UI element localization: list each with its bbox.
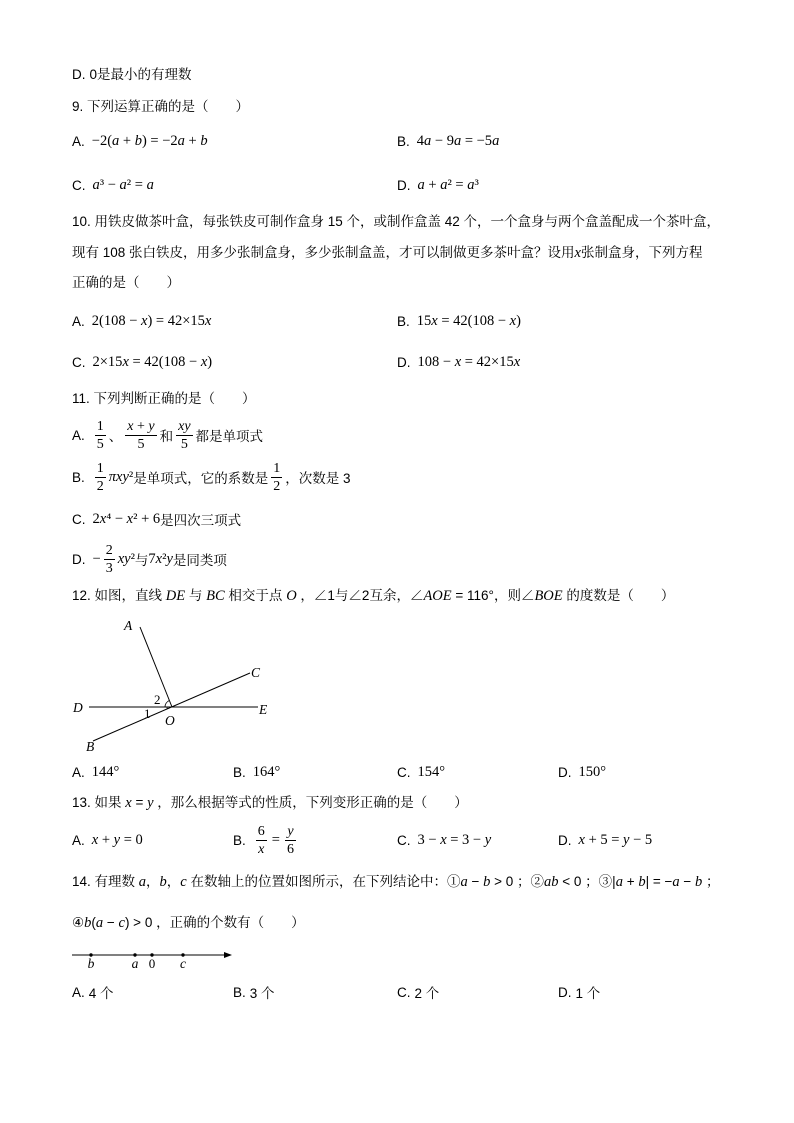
option-text: 是同类项 bbox=[172, 553, 227, 568]
fraction-numerator bbox=[285, 824, 295, 841]
math-variable: O bbox=[286, 588, 297, 604]
q14-stem-line-1: 14. 有理数 a，b，c 在数轴上的位置如图所示，在下列结论中：①a − b > 0 ；②ab < 0 ；③|a + b| = −a − b ； bbox=[72, 874, 720, 890]
math-variable: b bbox=[483, 874, 491, 890]
option-label: C. bbox=[397, 832, 411, 848]
q9-stem: 9. 下列运算正确的是（ ） bbox=[72, 99, 250, 114]
q11-option-a bbox=[72, 417, 263, 453]
math-variable: xy bbox=[178, 418, 191, 434]
fraction-denominator: 6 bbox=[286, 841, 294, 857]
q11-stem: 11. 下列判断正确的是（ ） bbox=[72, 391, 256, 406]
option-label: B. bbox=[233, 984, 246, 1000]
math-variable: a bbox=[146, 176, 154, 193]
q12-option-c bbox=[397, 754, 445, 790]
option-expression: 2x⁴ − x² + 6 bbox=[92, 510, 161, 527]
option-label: C. bbox=[72, 511, 86, 527]
math-variable: a bbox=[453, 132, 462, 149]
fraction-denominator: 5 bbox=[180, 436, 188, 452]
fraction bbox=[125, 419, 156, 452]
math-variable: b bbox=[134, 132, 142, 149]
option-value: 164° bbox=[252, 763, 281, 780]
math-variable: y bbox=[623, 831, 630, 848]
math-variable: x bbox=[258, 841, 265, 857]
q8-option-d bbox=[72, 65, 192, 85]
fraction-numerator: 6 bbox=[257, 823, 265, 839]
minus-sign: − bbox=[92, 550, 101, 567]
math-variable: x bbox=[513, 353, 521, 370]
math-variable: a bbox=[92, 176, 100, 193]
math-variable: x bbox=[126, 510, 134, 527]
math-variable: x bbox=[440, 831, 447, 848]
option-label: B. bbox=[397, 313, 410, 329]
math-variable: a bbox=[460, 874, 468, 890]
option-label: A. bbox=[72, 984, 85, 1000]
point-label-a: A bbox=[124, 618, 133, 633]
q12-stem: 12. 如图，直线 DE 与 BC 相交于点 O ，∠1与∠2互余，∠AOE = 116°，则∠BOE 的度数是（ ） bbox=[72, 588, 675, 604]
q14-option-c bbox=[397, 974, 439, 1010]
fraction bbox=[176, 419, 192, 452]
option-label: A. bbox=[72, 313, 85, 329]
option-text: 是四次三项式 bbox=[160, 513, 242, 528]
option-label: B. bbox=[233, 832, 246, 848]
option-label: D. bbox=[397, 177, 411, 193]
option-expression: 2×15x = 42(108 − x) bbox=[92, 353, 213, 370]
q14-option-a bbox=[72, 974, 114, 1010]
fraction-numerator: x + y bbox=[127, 418, 155, 434]
q13-option-c bbox=[397, 822, 491, 858]
q13-option-d bbox=[558, 822, 652, 858]
q10-stem-line-3: 正确的是（ ） bbox=[72, 275, 180, 290]
option-label: D. bbox=[558, 832, 572, 848]
option-expression: 3 − x = 3 − y bbox=[417, 831, 492, 848]
fraction-numerator: 2 bbox=[105, 542, 113, 558]
q14-stem-line-2: ④b(a − c) > 0 ，正确的个数有（ ） bbox=[72, 915, 305, 931]
math-variable: a bbox=[672, 874, 680, 890]
option-text: ，次数是 3 bbox=[285, 471, 351, 486]
fraction bbox=[95, 419, 106, 452]
math-variable: y bbox=[166, 550, 173, 567]
math-variable: x bbox=[141, 312, 148, 329]
option-label: B. bbox=[72, 469, 85, 485]
math-variable: πxy bbox=[108, 468, 129, 485]
fraction-denominator: 2 bbox=[96, 478, 104, 494]
math-variable: DE bbox=[165, 588, 186, 604]
math-variable: x bbox=[122, 353, 129, 370]
option-expression: 2(108 − x) = 42×15x bbox=[91, 312, 212, 329]
math-variable: a bbox=[615, 874, 623, 890]
option-expression: 108 − x = 42×15x bbox=[417, 353, 521, 370]
q10-option-d bbox=[397, 344, 520, 380]
point-label-d: D bbox=[73, 700, 83, 715]
point-label-c: C bbox=[251, 665, 261, 680]
fraction bbox=[95, 461, 106, 494]
fraction-numerator bbox=[176, 419, 192, 436]
math-variable: x bbox=[200, 353, 208, 370]
math-variable: a bbox=[467, 176, 475, 193]
fraction-denominator: 3 bbox=[105, 560, 113, 576]
q13-option-b bbox=[233, 822, 299, 858]
option-value: 2 个 bbox=[414, 986, 440, 1001]
math-variable: x bbox=[574, 245, 581, 261]
fraction-denominator bbox=[256, 841, 266, 857]
option-label: C. bbox=[72, 177, 86, 193]
math-variable: x bbox=[155, 550, 163, 567]
option-label: D. bbox=[558, 984, 572, 1000]
math-variable: b bbox=[159, 874, 167, 890]
math-variable: b bbox=[84, 915, 92, 931]
math-variable: x bbox=[454, 353, 462, 370]
option-label: A. bbox=[72, 832, 85, 848]
q13-stem: 13. 如果 x = y ，那么根据等式的性质，下列变形正确的是（ ） bbox=[72, 795, 468, 811]
option-text: 与 bbox=[134, 553, 149, 568]
fraction bbox=[271, 461, 282, 494]
math-variable: c bbox=[180, 874, 187, 890]
option-expression: a³ − a² = a bbox=[92, 176, 154, 193]
point-label-e: E bbox=[259, 702, 268, 717]
math-variable: x bbox=[99, 510, 107, 527]
origin-label: 0 bbox=[148, 956, 156, 971]
fraction-denominator: 2 bbox=[273, 478, 281, 494]
q12-option-d bbox=[558, 754, 606, 790]
option-label: D. bbox=[72, 551, 86, 567]
conjunction: 和 bbox=[159, 429, 174, 444]
q10-option-c bbox=[72, 344, 212, 380]
option-label: A. bbox=[72, 133, 85, 149]
point-label-b: b bbox=[87, 956, 95, 971]
math-variable: x bbox=[578, 831, 585, 848]
q10-option-a bbox=[72, 303, 211, 339]
option-label: C. bbox=[397, 764, 411, 780]
math-variable: b bbox=[695, 874, 703, 890]
fraction-numerator: 1 bbox=[96, 418, 104, 434]
math-variable: a bbox=[492, 132, 500, 149]
q11-option-d bbox=[72, 541, 227, 577]
option-expression: −2(a + b) = −2a + b bbox=[91, 132, 208, 149]
equals-sign: = bbox=[271, 831, 280, 848]
option-expression: x + y = 0 bbox=[91, 831, 143, 848]
math-variable: y bbox=[287, 823, 294, 839]
option-expression: 7x²y bbox=[148, 550, 173, 567]
fraction-denominator: 5 bbox=[137, 436, 145, 452]
math-variable: x bbox=[431, 312, 438, 329]
math-variable: a bbox=[138, 874, 147, 890]
option-expression: a + a² = a³ bbox=[417, 176, 479, 193]
math-variable: a bbox=[417, 176, 425, 193]
math-variable: a bbox=[440, 176, 448, 193]
angle-1-label: 1 bbox=[144, 706, 151, 721]
option-value: 1 个 bbox=[575, 986, 601, 1001]
math-variable: b bbox=[638, 874, 646, 890]
q11-option-c bbox=[72, 501, 241, 537]
math-variable: c bbox=[118, 915, 125, 931]
option-value: 4 个 bbox=[88, 986, 114, 1001]
q9-option-a bbox=[72, 123, 208, 159]
option-text: 是单项式，它的系数是 bbox=[133, 471, 269, 486]
option-label: A. bbox=[72, 427, 85, 443]
angle-2-label: 2 bbox=[154, 692, 161, 707]
q11-option-b bbox=[72, 459, 351, 495]
math-variable: a bbox=[112, 132, 120, 149]
math-variable: y bbox=[113, 831, 121, 848]
q14-number-line bbox=[65, 940, 240, 975]
point-label-a: a bbox=[131, 956, 139, 971]
option-value: 144° bbox=[91, 763, 120, 780]
q10-stem-line-1: 10. 用铁皮做茶叶盒，每张铁皮可制作盒身 15 个，或制作盒盖 42 个，一个盒身与两个盒盖配成一个茶叶盒， bbox=[72, 214, 721, 229]
math-variable: AOE bbox=[423, 588, 452, 604]
q13-option-a bbox=[72, 822, 143, 858]
q9-option-d bbox=[397, 167, 479, 203]
math-variable: xy bbox=[117, 550, 131, 567]
math-variable: y bbox=[147, 795, 154, 811]
math-variable: BC bbox=[206, 588, 225, 604]
option-expression: xy² bbox=[117, 550, 135, 567]
math-variable: a bbox=[95, 915, 104, 931]
fraction bbox=[285, 824, 296, 857]
fraction-numerator: 1 bbox=[273, 460, 281, 476]
point-label-c: c bbox=[180, 956, 186, 971]
math-variable: x bbox=[509, 312, 517, 329]
math-variable: ab bbox=[544, 874, 559, 890]
fraction-numerator: 1 bbox=[96, 460, 104, 476]
math-variable: x bbox=[204, 312, 212, 329]
option-expression: x + 5 = y − 5 bbox=[578, 831, 653, 848]
math-variable: x bbox=[91, 831, 99, 848]
q9-option-b bbox=[397, 123, 499, 159]
arrow-right-icon bbox=[224, 952, 232, 958]
fraction bbox=[104, 543, 115, 576]
q14-option-b bbox=[233, 974, 275, 1010]
math-variable: a bbox=[119, 176, 127, 193]
option-label: D. bbox=[72, 67, 86, 82]
fraction bbox=[256, 824, 267, 857]
fraction-denominator: 5 bbox=[96, 436, 104, 452]
option-label: C. bbox=[72, 354, 86, 370]
option-value: 154° bbox=[417, 763, 446, 780]
separator: 、 bbox=[108, 429, 123, 444]
option-label: B. bbox=[397, 133, 410, 149]
angle-2-arc bbox=[165, 701, 169, 708]
option-label: B. bbox=[233, 764, 246, 780]
option-value: 3 个 bbox=[249, 986, 275, 1001]
q10-stem-line-2: 现有 108 张白铁皮，用多少张制盒身，多少张制盒盖，才可以制做更多茶叶盒？设用x张制盒身，下列方程 bbox=[72, 245, 703, 261]
option-text: 0是最小的有理数 bbox=[89, 67, 192, 82]
option-label: C. bbox=[397, 984, 411, 1000]
option-label: D. bbox=[397, 354, 411, 370]
option-value: 150° bbox=[578, 763, 607, 780]
point-label-o: O bbox=[165, 713, 175, 728]
point-label-b: B bbox=[86, 739, 95, 754]
math-variable: x bbox=[127, 418, 134, 434]
option-label: A. bbox=[72, 764, 85, 780]
math-variable: y bbox=[484, 831, 492, 848]
option-expression: 15x = 42(108 − x) bbox=[416, 312, 521, 329]
q12-option-a bbox=[72, 754, 119, 790]
math-variable: a bbox=[424, 132, 432, 149]
option-expression: πxy² bbox=[108, 468, 134, 485]
math-variable: a bbox=[177, 132, 185, 149]
math-variable: y bbox=[148, 418, 155, 434]
q9-option-c bbox=[72, 167, 154, 203]
q12-option-b bbox=[233, 754, 280, 790]
option-text: 都是单项式 bbox=[195, 429, 264, 444]
math-variable: BOE bbox=[534, 588, 563, 604]
q12-geometry-figure bbox=[60, 612, 290, 762]
math-variable: x bbox=[125, 795, 132, 811]
q10-option-b bbox=[397, 303, 521, 339]
q14-option-d bbox=[558, 974, 600, 1010]
math-variable: b bbox=[200, 132, 208, 149]
option-expression: 4a − 9a = −5a bbox=[416, 132, 500, 149]
option-label: D. bbox=[558, 764, 572, 780]
